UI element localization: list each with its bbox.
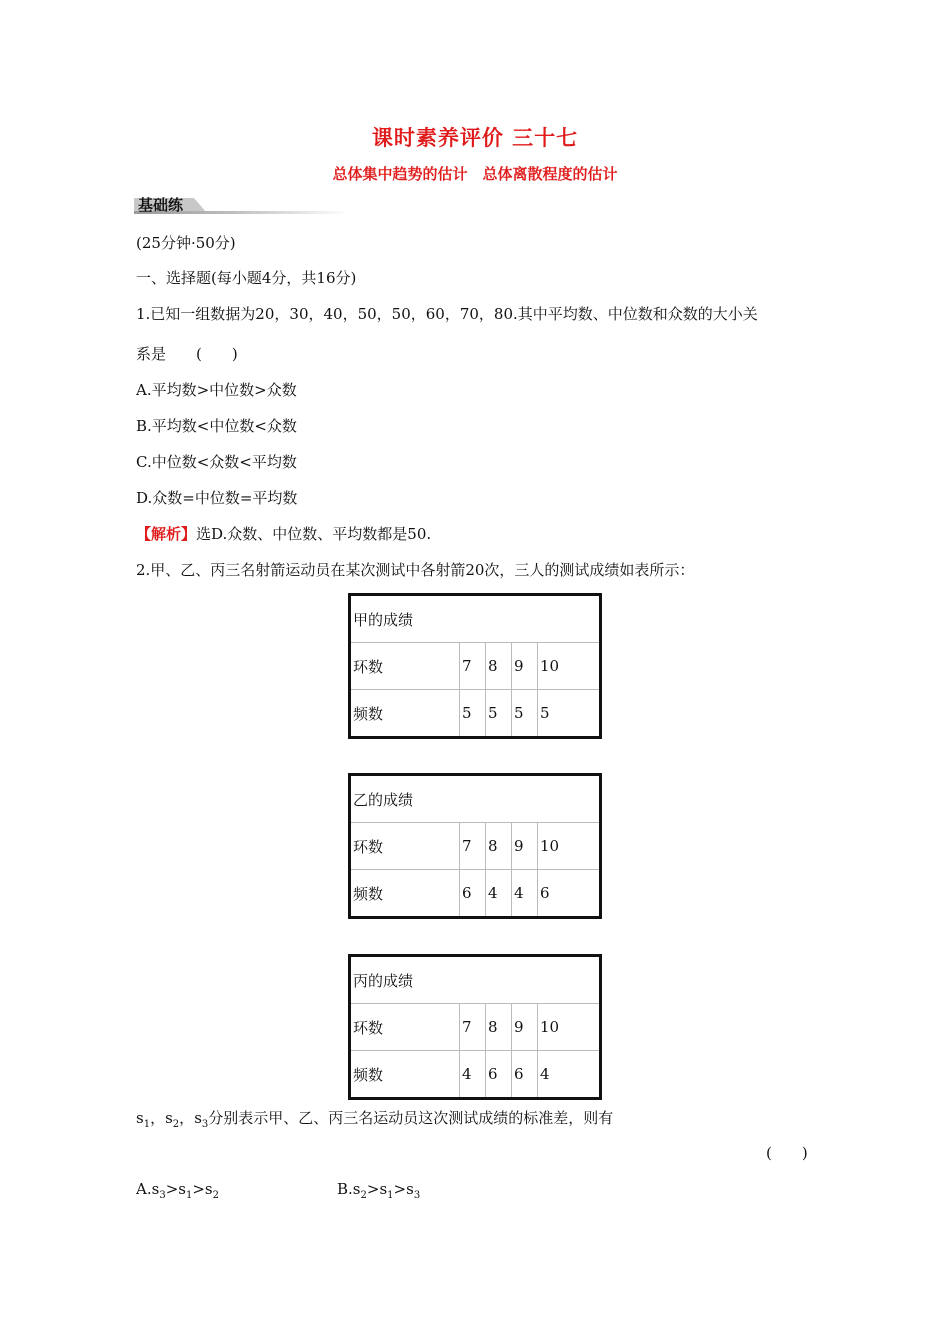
freq-cell: 5 <box>486 690 512 738</box>
freq-cell: 6 <box>512 1051 538 1099</box>
q1-option-d: D.众数=中位数=平均数 <box>136 489 298 507</box>
ring-cell: 7 <box>460 823 486 870</box>
table-caption: 乙的成绩 <box>350 775 601 823</box>
section-label: 基础练 <box>138 196 184 214</box>
time-info: (25分钟·50分) <box>136 234 236 252</box>
page-subtitle: 总体集中趋势的估计 总体离散程度的估计 <box>332 165 618 183</box>
freq-cell: 5 <box>460 690 486 738</box>
q2-option-b: $B.s_2>s_1>s_3$ <box>337 1180 421 1201</box>
q2-option-a: $A.s_3>s_1>s_2$ <box>136 1180 219 1201</box>
freq-cell: 4 <box>486 870 512 918</box>
freq-cell: 5 <box>512 690 538 738</box>
row-label-freq: 频数 <box>350 690 460 738</box>
ring-cell: 7 <box>460 1004 486 1051</box>
ring-cell: 8 <box>486 823 512 870</box>
ring-cell: 8 <box>486 1004 512 1051</box>
q2-stem: 2.甲、乙、丙三名射箭运动员在某次测试中各射箭20次，三人的测试成绩如表所示： <box>136 561 695 579</box>
freq-cell: 5 <box>538 690 601 738</box>
table-caption: 丙的成绩 <box>350 956 601 1004</box>
q1-option-a: A.平均数>中位数>众数 <box>136 381 297 399</box>
table-caption: 甲的成绩 <box>350 595 601 643</box>
row-label-freq: 频数 <box>350 1051 460 1099</box>
score-table-yi <box>348 773 602 919</box>
analysis-text: 选D.众数、中位数、平均数都是50. <box>196 525 432 543</box>
analysis-tag: 【解析】 <box>136 525 197 543</box>
ring-cell: 8 <box>486 643 512 690</box>
ring-cell: 10 <box>538 1004 601 1051</box>
freq-cell: 6 <box>460 870 486 918</box>
row-label-rings: 环数 <box>350 1004 460 1051</box>
score-table-jia <box>348 593 602 739</box>
q1-stem-line2: 系是 ( ) <box>136 345 238 363</box>
ring-cell: 9 <box>512 1004 538 1051</box>
freq-cell: 4 <box>538 1051 601 1099</box>
freq-cell: 4 <box>512 870 538 918</box>
q2-follow-line: $s_1$，$s_2$，$s_3$分别表示甲、乙、丙三名运动员这次测试成绩的标准差，则有 <box>136 1109 614 1130</box>
page-title: 课时素养评价 三十七 <box>371 125 579 150</box>
q1-option-c: C.中位数<众数<平均数 <box>136 453 297 471</box>
q1-analysis <box>136 523 431 544</box>
ring-cell: 9 <box>512 643 538 690</box>
ring-cell: 7 <box>460 643 486 690</box>
row-label-rings: 环数 <box>350 643 460 690</box>
row-label-freq: 频数 <box>350 870 460 918</box>
q1-stem-line1: 1.已知一组数据为20，30，40，50，50，60，70，80.其中平均数、中位数和众数的大小关 <box>136 305 758 323</box>
ring-cell: 10 <box>538 823 601 870</box>
part1-heading: 一、选择题(每小题4分，共16分) <box>136 269 357 287</box>
ring-cell: 9 <box>512 823 538 870</box>
freq-cell: 6 <box>538 870 601 918</box>
freq-cell: 6 <box>486 1051 512 1099</box>
score-table-bing <box>348 954 602 1100</box>
ring-cell: 10 <box>538 643 601 690</box>
q2-answer-paren: ( ) <box>766 1144 808 1162</box>
row-label-rings: 环数 <box>350 823 460 870</box>
q2-follow-text: 分别表示甲、乙、丙三名运动员这次测试成绩的标准差，则有 <box>208 1109 614 1127</box>
q1-option-b: B.平均数<中位数<众数 <box>136 417 297 435</box>
freq-cell: 4 <box>460 1051 486 1099</box>
